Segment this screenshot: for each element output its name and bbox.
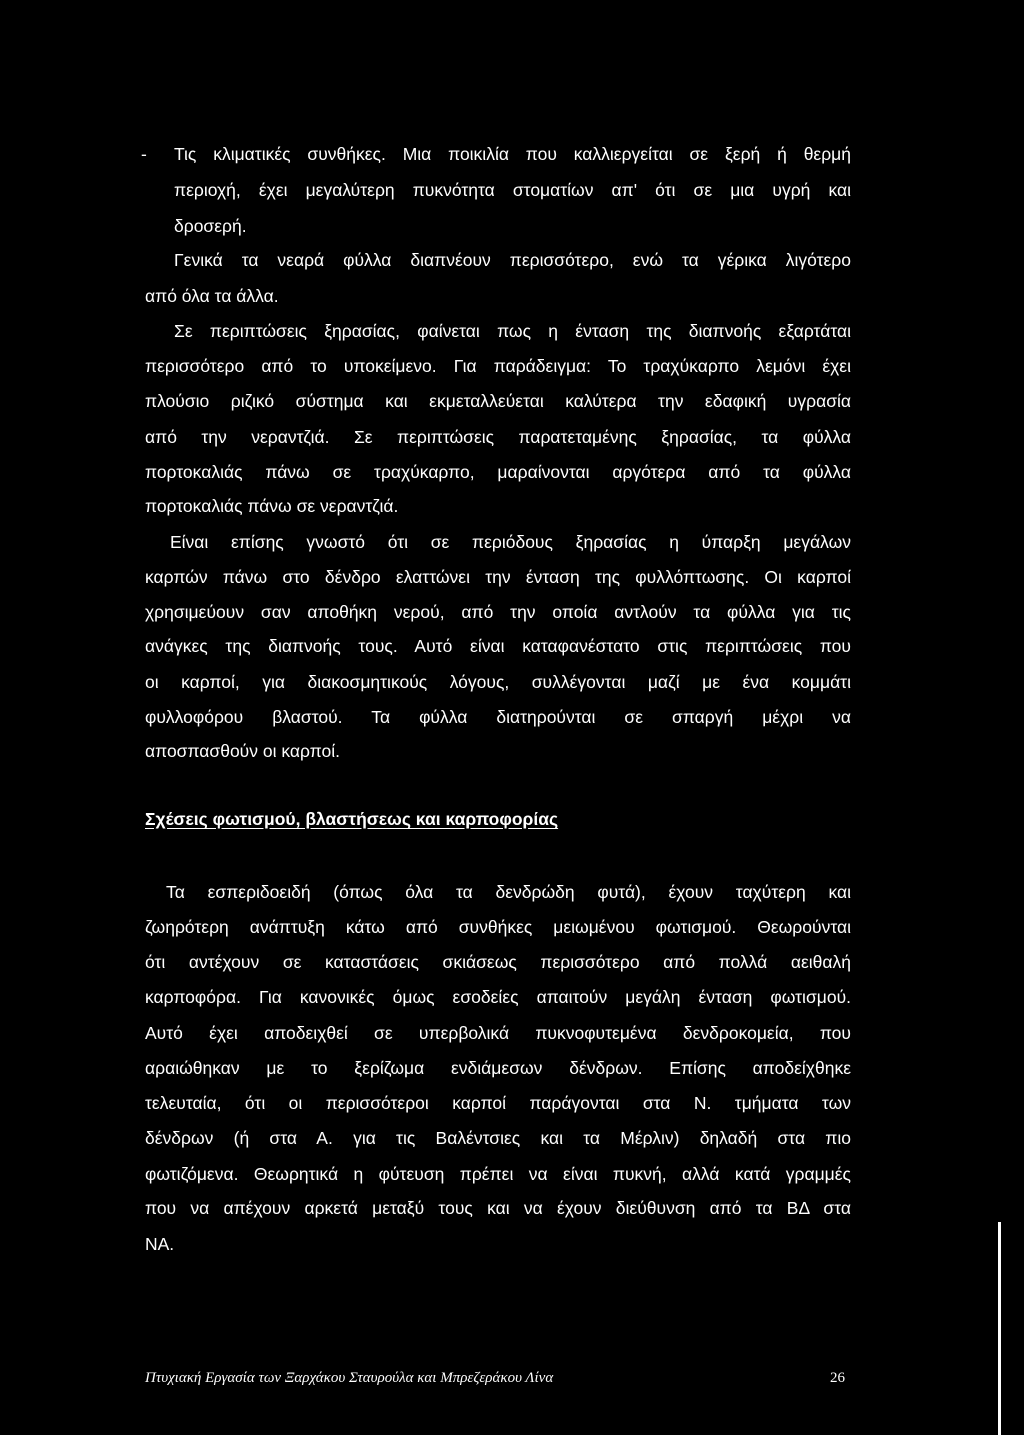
text-line: ζωηρότερη ανάπτυξη κάτω από συνθήκες μειωμένου φωτισμού. Θεωρούνται: [145, 917, 851, 937]
footer-text: Πτυχιακή Εργασία των Ξαρχάκου Σταυρούλα και Μπρεζεράκου Λίνα: [145, 1370, 554, 1386]
text-line: φυλλοφόρου βλαστού. Τα φύλλα διατηρούνται σε σπαργή μέχρι να: [145, 707, 851, 727]
page-number: 26: [830, 1370, 845, 1386]
text-line: Τις κλιματικές συνθήκες. Μια ποικιλία που καλλιεργείται σε ξερή ή θερμή: [174, 144, 851, 164]
text-line: καρποφόρα. Για κανονικές όμως εσοδείες απαιτούν μεγάλη ένταση φωτισμού.: [145, 987, 851, 1007]
text-line: ότι αντέχουν σε καταστάσεις σκιάσεως περισσότερο από πολλά αειθαλή: [145, 952, 851, 972]
text-line: περιοχή, έχει μεγαλύτερη πυκνότητα στοματίων απ' ότι σε μια υγρή και: [174, 180, 851, 200]
text-line: Είναι επίσης γνωστό ότι σε περιόδους ξηρασίας η ύπαρξη μεγάλων: [170, 532, 851, 552]
text-line: που να απέχουν αρκετά μεταξύ τους και να έχουν διεύθυνση από τα ΒΔ στα: [145, 1198, 851, 1218]
text-line: οι καρποί, για διακοσμητικούς λόγους, συλλέγονται μαζί με ένα κομμάτι: [145, 672, 851, 692]
text-line: καρπών πάνω στο δένδρο ελαττώνει την ένταση της φυλλόπτωσης. Οι καρποί: [145, 567, 851, 587]
text-line: από την νεραντζιά. Σε περιπτώσεις παρατεταμένης ξηρασίας, τα φύλλα: [145, 427, 851, 447]
text-line: πορτοκαλιάς πάνω σε νεραντζιά.: [145, 496, 399, 516]
text-line: ΝΑ.: [145, 1234, 175, 1254]
text-line: δένδρων (ή στα Α. για τις Βαλέντσιες και τα Μέρλιν) δηλαδή στα πιο: [145, 1128, 851, 1148]
text-line: πλούσιο ριζικό σύστημα και εκμεταλλεύεται καλύτερα την εδαφική υγρασία: [145, 391, 851, 411]
text-line: δροσερή.: [174, 216, 247, 236]
text-line: χρησιμεύουν σαν αποθήκη νερού, από την οποία αντλούν τα φύλλα για τις: [145, 602, 851, 622]
text-line: Τα εσπεριδοειδή (όπως όλα τα δενδρώδη φυτά), έχουν ταχύτερη και: [166, 882, 851, 902]
text-line: φωτιζόμενα. Θεωρητικά η φύτευση πρέπει να είναι πυκνή, αλλά κατά γραμμές: [145, 1164, 851, 1184]
text-line: Αυτό έχει αποδειχθεί σε υπερβολικά πυκνοφυτεμένα δενδροκομεία, που: [145, 1023, 851, 1043]
text-line: από όλα τα άλλα.: [145, 286, 279, 306]
bullet-dash: -: [141, 144, 147, 164]
text-line: ανάγκες της διαπνοής τους. Αυτό είναι καταφανέστατο στις περιπτώσεις που: [145, 636, 851, 656]
text-line: Σε περιπτώσεις ξηρασίας, φαίνεται πως η ένταση της διαπνοής εξαρτάται: [174, 321, 851, 341]
text-line: τελευταία, ότι οι περισσότεροι καρποί παράγονται στα Ν. τμήματα των: [145, 1093, 851, 1113]
margin-rule: [998, 1222, 1001, 1435]
text-line: πορτοκαλιάς πάνω σε τραχύκαρπο, μαραίνονται αργότερα από τα φύλλα: [145, 462, 851, 482]
text-line: αραιώθηκαν με το ξερίζωμα ενδιάμεσων δένδρων. Επίσης αποδείχθηκε: [145, 1058, 851, 1078]
section-heading: Σχέσεις φωτισμού, βλαστήσεως και καρποφορίας: [145, 809, 559, 829]
text-line: αποσπασθούν οι καρποί.: [145, 741, 341, 761]
text-line: περισσότερο από το υποκείμενο. Για παράδειγμα: Το τραχύκαρπο λεμόνι έχει: [145, 356, 851, 376]
text-line: Γενικά τα νεαρά φύλλα διαπνέουν περισσότερο, ενώ τα γέρικα λιγότερο: [174, 250, 851, 270]
